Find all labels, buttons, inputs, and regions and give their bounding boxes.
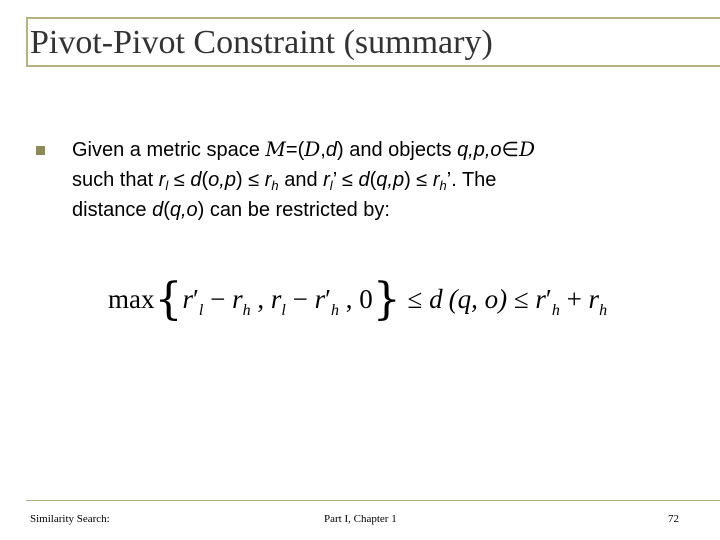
- metric-space-symbol: M: [265, 137, 286, 161]
- comma: ,: [339, 284, 360, 314]
- objects-symbols: q,p,o: [457, 139, 502, 161]
- subscript: h: [331, 302, 339, 319]
- text-run: ’ ≤: [332, 169, 359, 191]
- text-run: such that: [72, 169, 159, 191]
- d-symbol: d: [358, 169, 370, 191]
- frame-left-line: [26, 17, 28, 65]
- footer-line: [26, 500, 720, 501]
- text-run: ,: [320, 139, 326, 161]
- bullet-text: [72, 134, 692, 225]
- element-of-symbol: ∈: [501, 139, 519, 161]
- text-run: ’. The: [446, 169, 497, 191]
- slide-title: Pivot-Pivot Constraint (summary): [30, 24, 493, 61]
- less-equal-sign: ≤: [507, 284, 536, 314]
- d-symbol: d: [190, 169, 202, 191]
- text-run: ) and objects: [336, 139, 458, 161]
- distance-function: d: [429, 284, 443, 314]
- minus-sign: −: [203, 284, 233, 314]
- text-run: =(: [285, 139, 305, 161]
- less-equal-sign: ≤: [400, 284, 430, 314]
- text-run: ) ≤: [235, 169, 265, 191]
- text-run: (: [369, 169, 377, 191]
- text-run: distance: [72, 199, 153, 221]
- left-brace: {: [154, 274, 183, 325]
- o-p-symbols: o,p: [208, 169, 236, 191]
- subscript: l: [281, 302, 286, 319]
- prime: ′: [193, 284, 199, 314]
- r-l-prime-symbol: r: [323, 169, 330, 191]
- text-run: (: [163, 199, 170, 221]
- prime: ′: [325, 284, 331, 314]
- subscript-l: l: [329, 178, 333, 193]
- r-l-symbol: r: [158, 169, 166, 191]
- subscript: l: [198, 302, 204, 319]
- page-number: 72: [668, 513, 679, 525]
- subscript: h: [551, 302, 560, 319]
- text-run: ≤: [168, 169, 191, 191]
- term: r: [270, 284, 282, 314]
- q-o-symbols: q,o: [169, 199, 198, 221]
- text-run: ) can be restricted by:: [197, 199, 390, 221]
- q-p-symbols: q,p: [376, 169, 405, 191]
- footer-left-text: Similarity Search:: [30, 513, 110, 525]
- subscript-h: h: [271, 178, 279, 193]
- right-brace: }: [372, 274, 401, 325]
- distance-symbol: d: [325, 139, 337, 161]
- frame-top-line: [26, 17, 720, 19]
- d-symbol: d: [152, 199, 164, 221]
- text-run: (: [201, 169, 209, 191]
- domain-symbol: D: [304, 137, 321, 161]
- term: r: [182, 284, 194, 314]
- distance-args: (q, o): [448, 284, 508, 314]
- term: r: [232, 284, 243, 314]
- constraint-formula: [108, 274, 607, 324]
- plus-sign: +: [559, 284, 589, 314]
- subscript: h: [242, 302, 251, 319]
- title-underline: [26, 65, 720, 67]
- subscript: h: [599, 302, 608, 319]
- zero: 0: [359, 284, 373, 314]
- term: r: [314, 284, 326, 314]
- subscript-l: l: [165, 178, 169, 193]
- footer-center-text: Part I, Chapter 1: [324, 513, 397, 525]
- subscript-h: h: [439, 178, 447, 193]
- domain-symbol: D: [518, 137, 536, 161]
- bullet-square-icon: [36, 146, 45, 155]
- r-h-prime-symbol: r: [432, 169, 440, 191]
- r-h-symbol: r: [264, 169, 272, 191]
- comma: ,: [250, 284, 271, 314]
- text-run: ) ≤: [404, 169, 433, 191]
- text-run: Given a metric space: [72, 139, 266, 161]
- max-operator: max: [108, 284, 155, 314]
- term: r: [535, 284, 546, 314]
- text-run: and: [278, 169, 324, 191]
- term: r: [588, 284, 600, 314]
- prime: ′: [545, 284, 552, 314]
- minus-sign: −: [285, 284, 315, 314]
